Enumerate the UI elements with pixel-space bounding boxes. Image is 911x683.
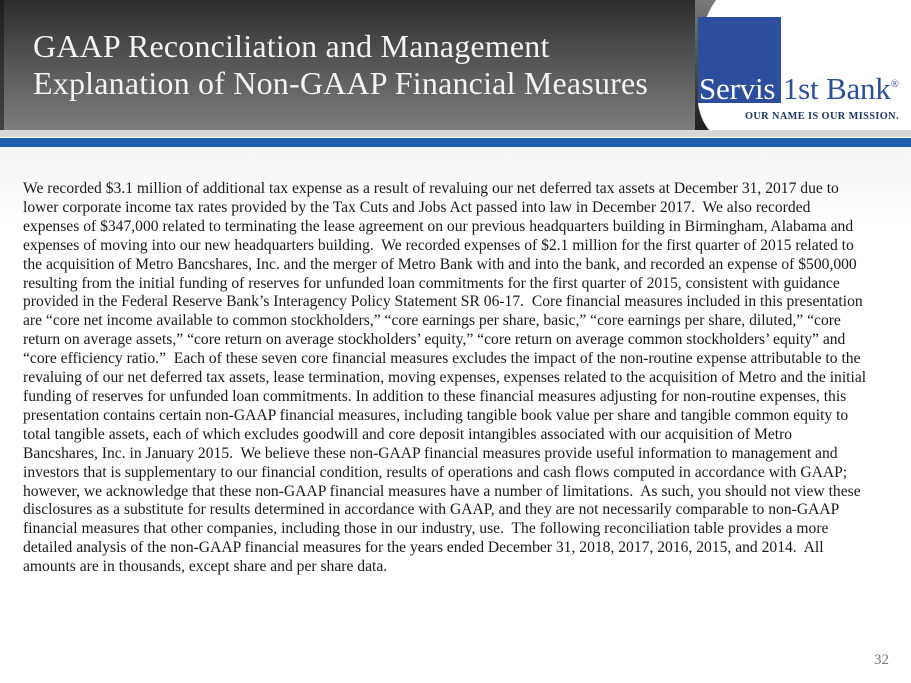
body-line: however, we acknowledge that these non-GAAP financial measures have a number of limitations. As such, you should not view these: [23, 482, 861, 500]
logo-text-1st-bank: 1st Bank: [782, 71, 891, 106]
slide-title: [33, 28, 648, 101]
body-line: Bancshares, Inc. in January 2015. We believe these non-GAAP financial measures provide useful information to management and: [23, 444, 838, 462]
body-line: resulting from the initial funding of reserves for unfunded loan commitments for the first quarter of 2015, consistent with guidance: [23, 274, 840, 292]
body-line: are “core net income available to common stockholders,” “core earnings per share, basic,” “core earnings per share, diluted,” “core: [23, 312, 841, 330]
registered-trademark-icon: ®: [890, 78, 899, 90]
body-line: lower corporate income tax rates provided by the Tax Cuts and Jobs Act passed into law in December 2017. We also recorded: [23, 198, 811, 216]
header-left-edge: [0, 0, 4, 130]
slide-title-line2: Explanation of Non-GAAP Financial Measures: [33, 64, 649, 101]
slide-title-line1: GAAP Reconciliation and Management: [33, 28, 550, 64]
body-line: investors that is supplementary to our financial condition, results of operations and cash flows computed in accordance with GAAP;: [23, 463, 848, 481]
body-text: [23, 180, 891, 577]
divider-stripe-gray: [0, 130, 911, 137]
body-line: the acquisition of Metro Bancshares, Inc. and the merger of Metro Bank with and into the bank, and recorded an expense of $500,000: [23, 255, 857, 273]
bank-logo: [699, 69, 899, 104]
page-number: 32: [874, 652, 889, 668]
body-line: total tangible assets, each of which excludes goodwill and core deposit intangibles associated with our acquisition of Metro: [23, 425, 793, 443]
body-line: revaluing of our net deferred tax assets, lease termination, moving expenses, expenses related to the acquisition of Metro and the initial: [23, 369, 867, 387]
body-line: “core efficiency ratio.” Each of these seven core financial measures excludes the impact of the non-routine expense attributable to the: [23, 350, 861, 368]
body-line: detailed analysis of the non-GAAP financial measures for the years ended December 31, 2018, 2017, 2016, 2015, and 2014. All: [23, 539, 824, 557]
body-line: funding of reserves for unfunded loan commitments. In addition to these financial measures adjusting for non-routine expenses, this: [23, 387, 847, 405]
body-line: disclosures as a substitute for results determined in accordance with GAAP, and they are not necessarily comparable to non-GAAP: [23, 501, 840, 519]
logo-text-servis: Servis: [699, 71, 776, 106]
body-line: expenses of moving into our new headquarters building. We recorded expenses of $2.1 million for the first quarter of 2015 related to: [23, 236, 854, 254]
body-line: return on average assets,” “core return on average stockholders’ equity,” “core return on average common stockholders’ equity” and: [23, 331, 846, 349]
body-line: expenses of $347,000 related to terminating the lease agreement on our previous headquarters building in Birmingham, Alabama and: [23, 217, 854, 235]
logo-tagline: OUR NAME IS OUR MISSION.: [744, 111, 899, 122]
body-line: amounts are in thousands, except share and per share data.: [23, 558, 388, 576]
body-line: financial measures that other companies, including those in our industry, use. The following reconciliation table provides a more: [23, 520, 829, 538]
divider-stripe-blue: [0, 138, 911, 147]
body-line: provided in the Federal Reserve Bank’s Interagency Policy Statement SR 06-17. Core financial measures included in this presentation: [23, 293, 863, 311]
logo-panel: [695, 0, 911, 130]
body-line: presentation contains certain non-GAAP financial measures, including tangible book value per share and tangible common equity to: [23, 406, 849, 424]
body-line: We recorded $3.1 million of additional tax expense as a result of revaluing our net deferred tax assets at December 31, 2017 due to: [23, 180, 839, 197]
